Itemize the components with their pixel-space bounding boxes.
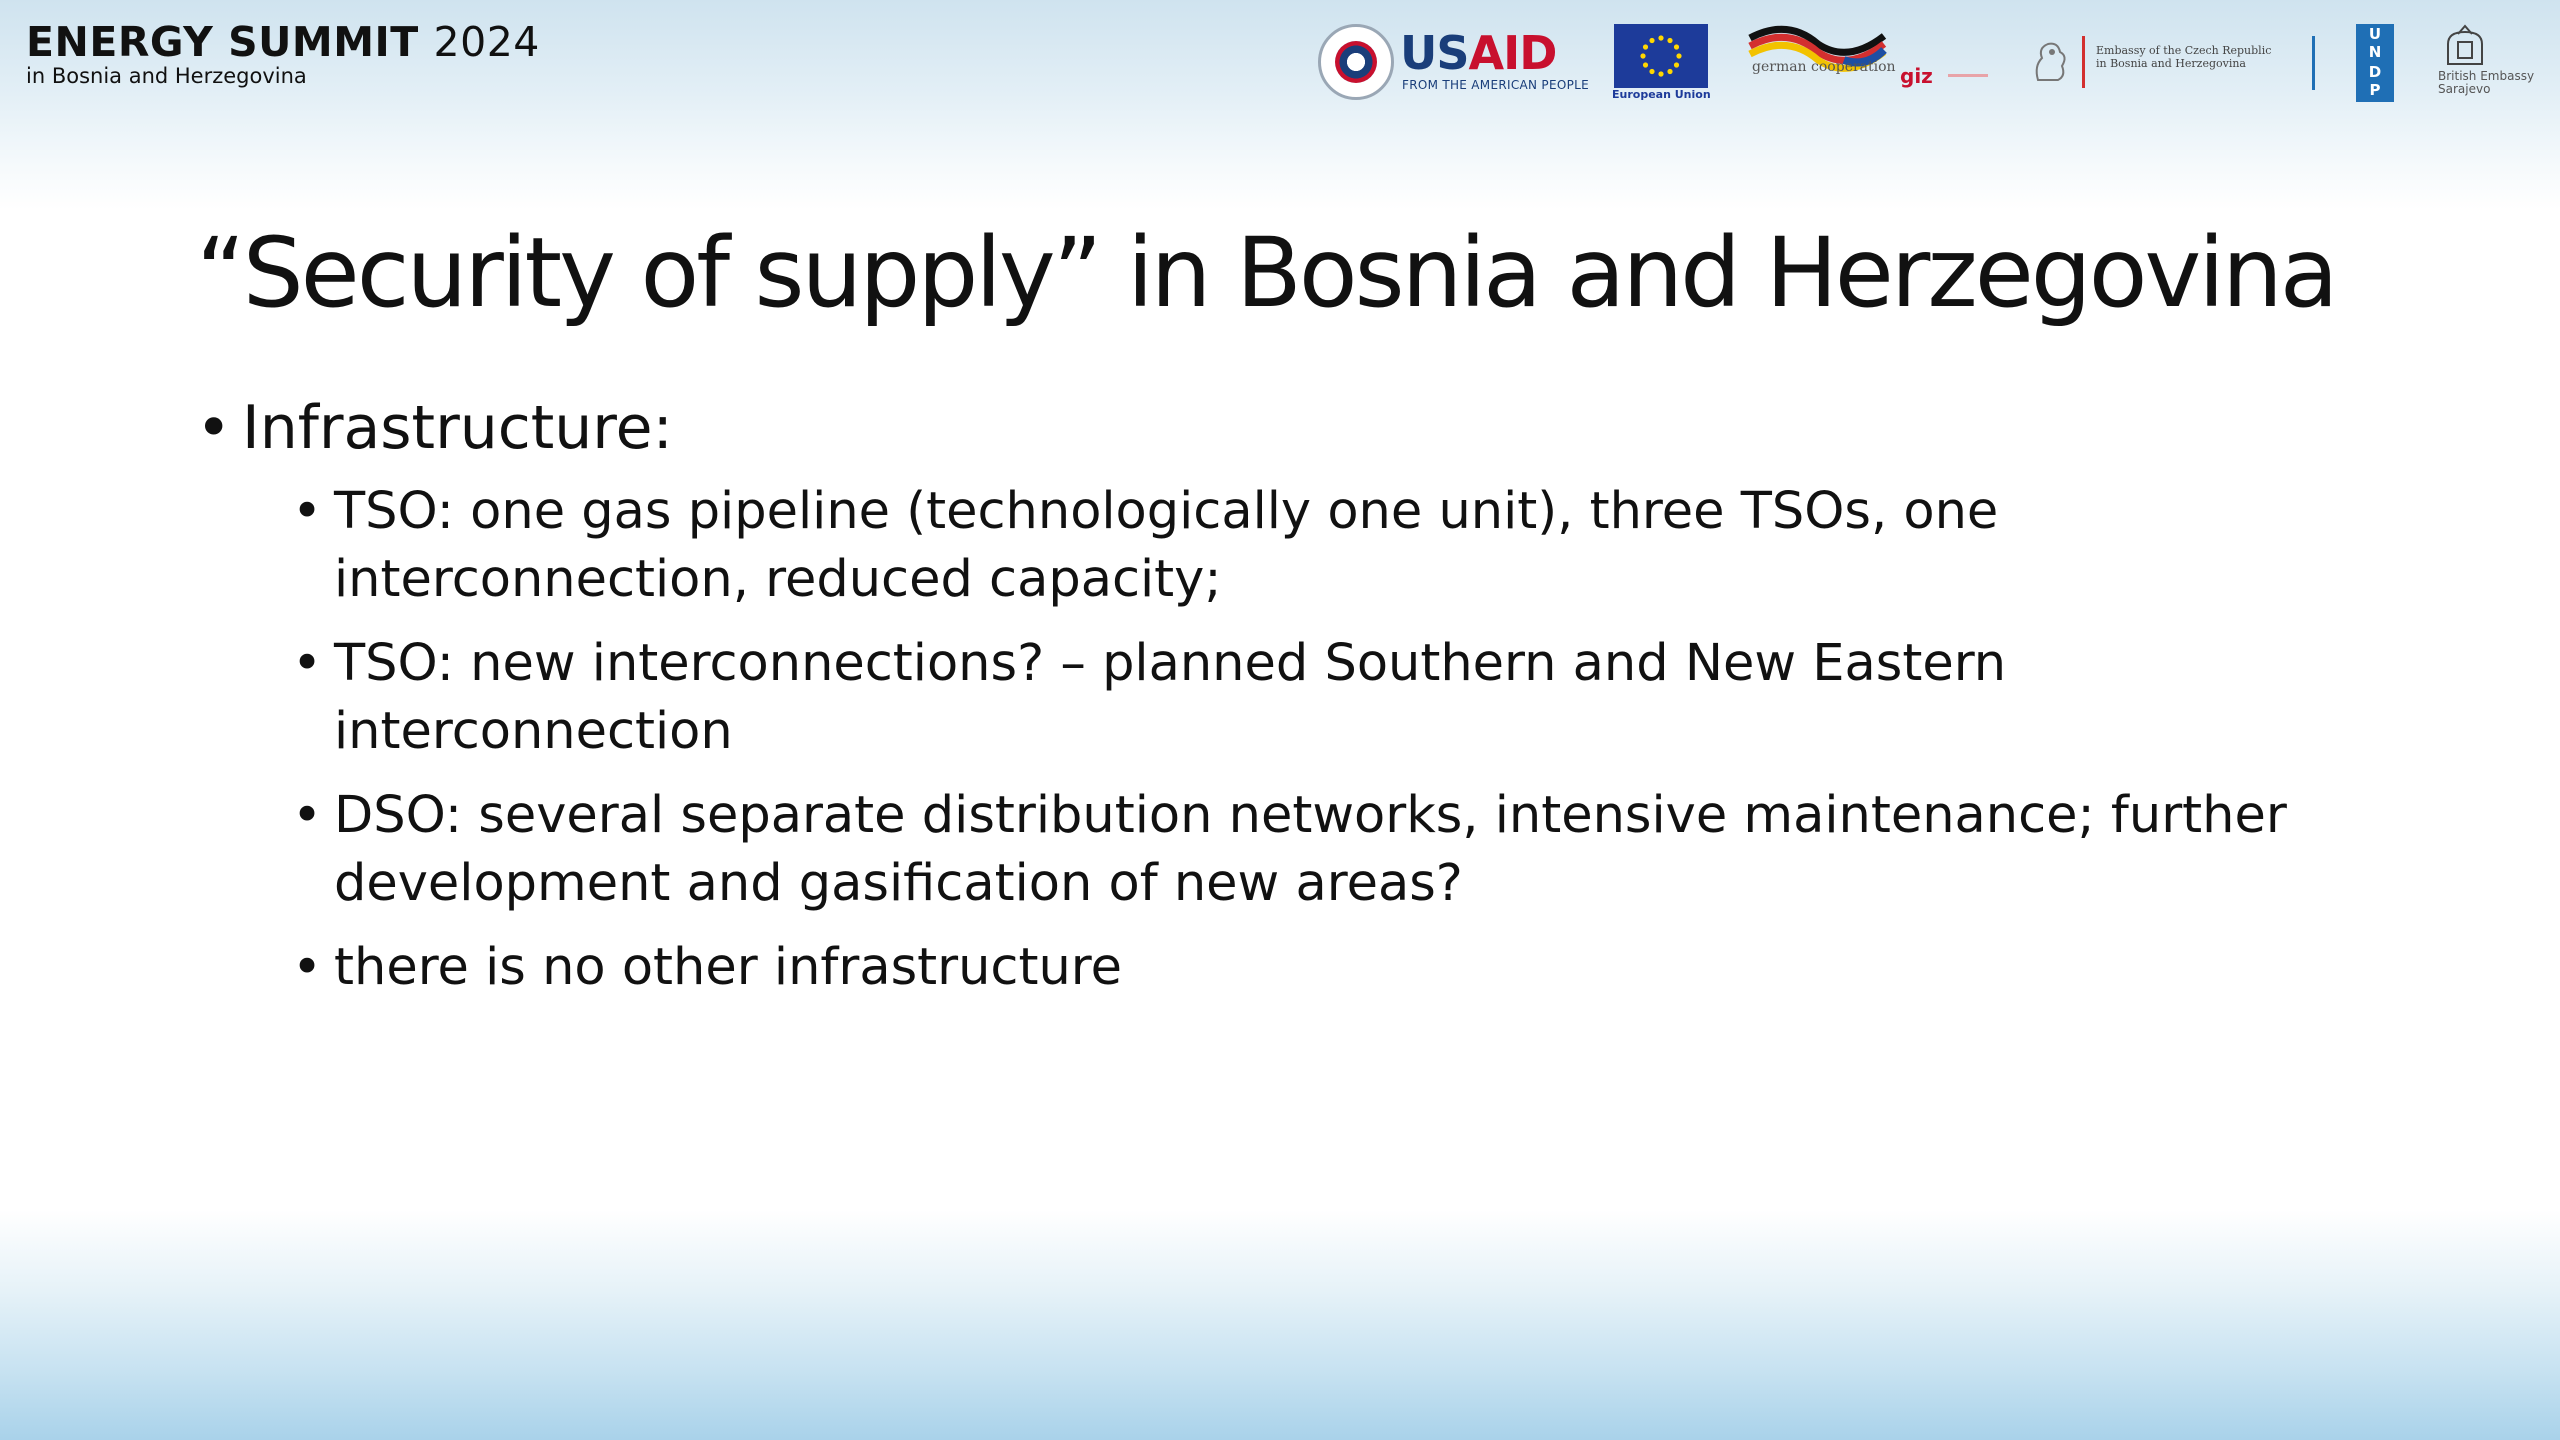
sub-bullet-no-other-infrastructure: • there is no other infrastructure [292, 934, 2334, 1002]
bullet-list [196, 388, 2446, 1018]
giz-logo: giz [1900, 64, 1933, 88]
usaid-us-text: US [1400, 26, 1469, 80]
sub-bullet-dso-networks: • DSO: several separate distribution networks, intensive maintenance; further development and gasification of new areas? [292, 782, 2334, 918]
undp-logo [2356, 24, 2394, 102]
czech-lion-icon [2028, 36, 2072, 86]
sub-bullet-list [196, 478, 2446, 1002]
german-cooperation-text: german cooperation [1752, 59, 1896, 75]
usaid-wordmark [1400, 28, 1556, 78]
eu-flag-logo [1614, 24, 1708, 88]
slide-title: “Security of supply” in Bosnia and Herzegovina [196, 217, 2336, 329]
czech-embassy-text: Embassy of the Czech Republic in Bosnia and Herzegovina [2096, 44, 2272, 70]
undp-letter: P [2369, 81, 2381, 99]
sub-bullet-tso-interconnections: • TSO: new interconnections? – planned Southern and New Eastern interconnection [292, 630, 2334, 766]
eu-caption: European Union [1612, 88, 1711, 101]
undp-letter: N [2368, 43, 2382, 61]
event-name: ENERGY SUMMIT [26, 18, 419, 66]
footer-gradient [0, 1210, 2560, 1440]
sponsor-logos [0, 0, 2560, 120]
undp-letter: U [2368, 25, 2382, 43]
usaid-seal-logo [1318, 24, 1394, 100]
czech-divider [2082, 36, 2085, 88]
usaid-tagline: FROM THE AMERICAN PEOPLE [1402, 78, 1589, 92]
royal-crest-icon [2440, 24, 2490, 68]
bullet-infrastructure: • Infrastructure: [196, 388, 2446, 468]
british-embassy-text: British Embassy Sarajevo [2438, 69, 2535, 96]
giz-underline [1948, 74, 1988, 77]
sub-bullet-tso-pipeline: • TSO: one gas pipeline (technologically one unit), three TSOs, one interconnection, reduced capacity; [292, 478, 2334, 614]
event-subtitle: in Bosnia and Herzegovina [26, 64, 307, 88]
undp-letter: D [2368, 63, 2382, 81]
usaid-aid-text: AID [1468, 26, 1557, 80]
event-year: 2024 [433, 18, 540, 66]
logo-separator [2312, 36, 2315, 90]
